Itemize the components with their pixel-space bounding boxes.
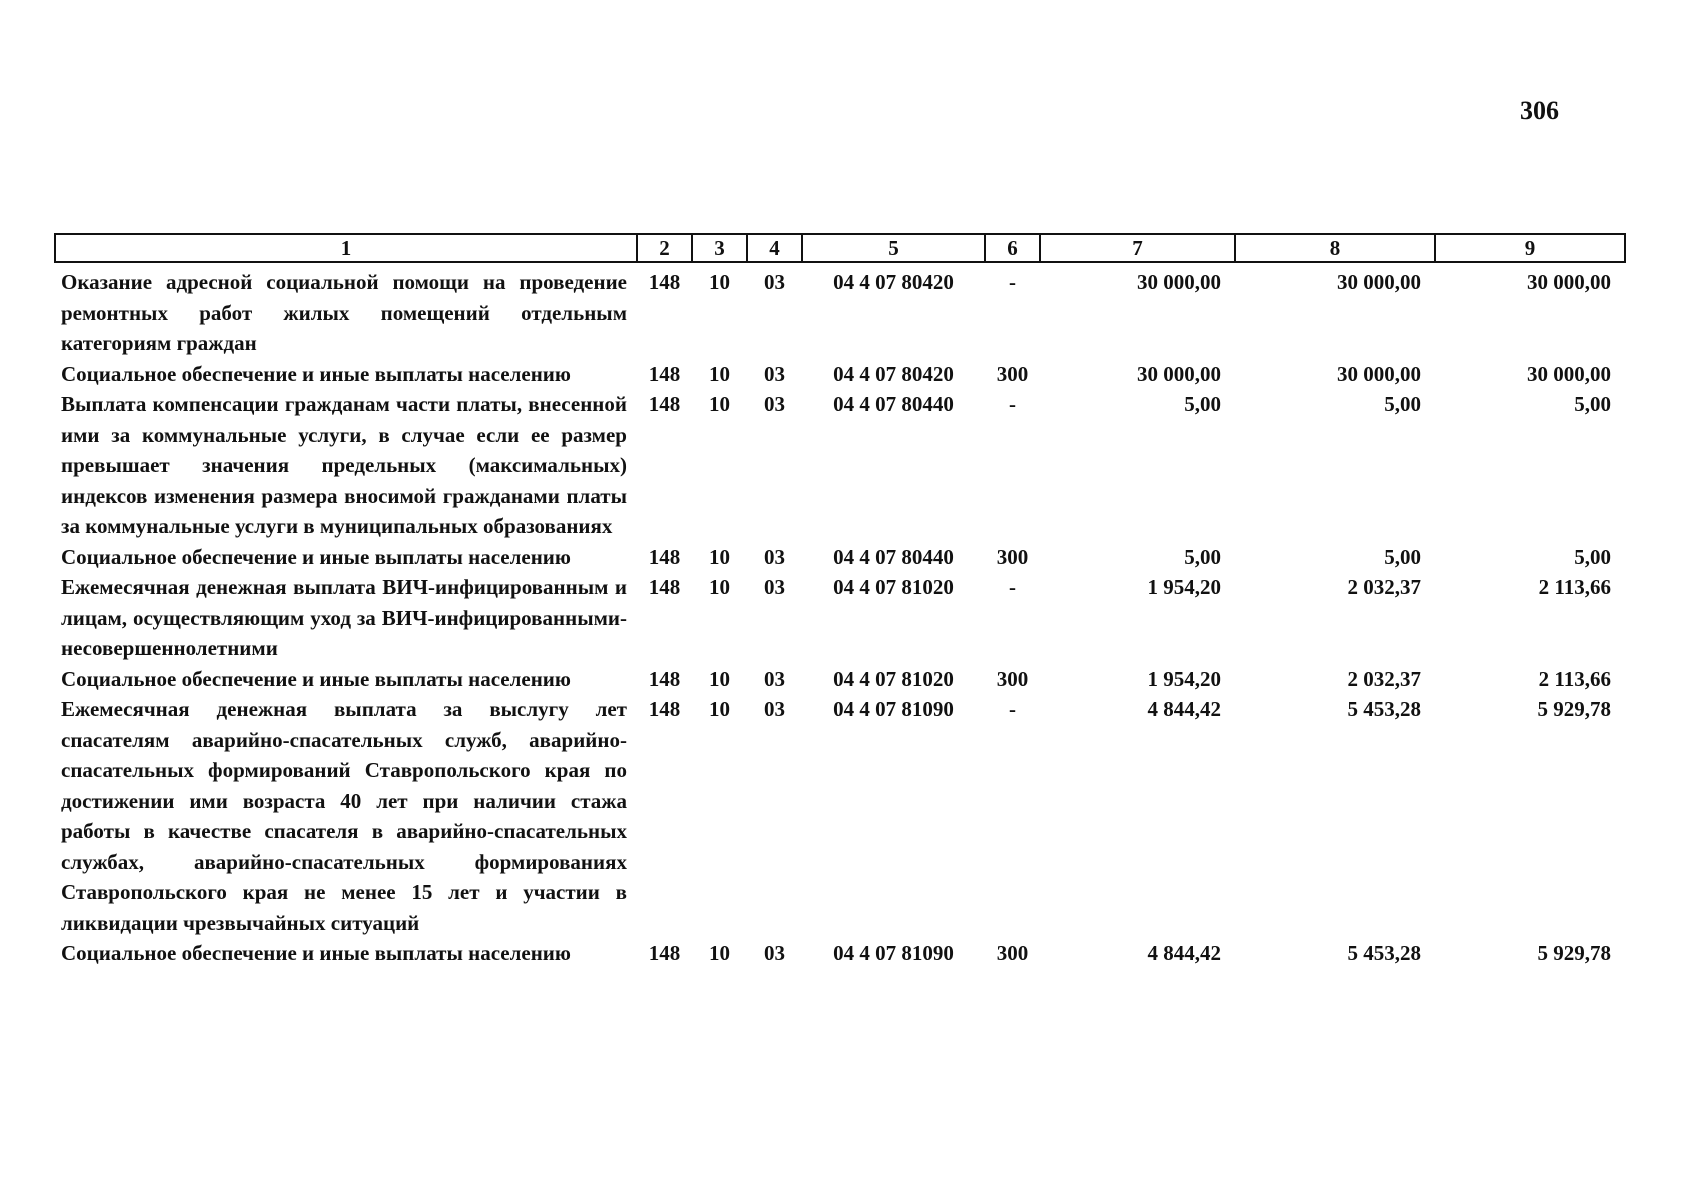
cell-section: 10 <box>709 697 730 721</box>
cell-amount: 5,00 <box>1184 544 1221 569</box>
cell-ministry: 148 <box>648 941 681 965</box>
cell-amount: 4 844,42 <box>1147 941 1221 965</box>
cell-section: 10 <box>709 544 730 569</box>
cell-section: 10 <box>709 361 730 386</box>
cell-target-article: 04 4 07 81020 <box>833 666 954 691</box>
row-name: Ежемесячная денежная выплата за выслугу лет спасателям аварийно-спасательных служб, аварийно-спасательных формирований Ставропольского края по достижении ими возраста 40 лет при наличии стажа работы в качестве спасателя в аварийно-спасательных службах, аварийно-спасательных формированиях Ставропольского края не менее 15 лет и участии в ликвидации чрезвычайных ситуаций <box>61 697 627 935</box>
cell-amount: 2 113,66 <box>1538 666 1611 691</box>
column-header: 2 <box>637 234 692 262</box>
cell-subsection: 03 <box>764 575 785 599</box>
cell-expense-type: - <box>1009 697 1016 721</box>
cell-amount: 5,00 <box>1384 544 1421 569</box>
cell-amount: 30 000,00 <box>1337 270 1421 294</box>
cell-target-article: 04 4 07 81020 <box>833 575 954 599</box>
cell-amount: 2 032,37 <box>1347 666 1421 691</box>
cell-amount: 30 000,00 <box>1527 361 1611 386</box>
cell-amount: 2 032,37 <box>1347 575 1421 599</box>
row-name: Ежемесячная денежная выплата ВИЧ-инфицированным и лицам, осуществляющим уход за ВИЧ-инфицированными-несовершеннолетними <box>61 575 627 660</box>
cell-expense-type: 300 <box>996 361 1029 386</box>
header-row <box>55 234 1625 262</box>
cell-amount: 5 453,28 <box>1347 941 1421 965</box>
cell-amount: 30 000,00 <box>1337 361 1421 386</box>
cell-expense-type: - <box>1009 575 1016 599</box>
cell-ministry: 148 <box>648 270 681 294</box>
page-number: 306 <box>1520 96 1559 125</box>
cell-amount: 5,00 <box>1184 392 1221 416</box>
cell-section: 10 <box>709 941 730 965</box>
cell-expense-type: 300 <box>996 941 1029 965</box>
cell-ministry: 148 <box>648 697 681 721</box>
column-header: 1 <box>55 234 637 262</box>
column-header: 8 <box>1235 234 1435 262</box>
cell-target-article: 04 4 07 80440 <box>833 544 954 569</box>
cell-expense-type: - <box>1009 270 1016 294</box>
cell-subsection: 03 <box>764 361 785 386</box>
column-header: 5 <box>802 234 985 262</box>
cell-target-article: 04 4 07 80420 <box>833 361 954 386</box>
cell-subsection: 03 <box>764 544 785 569</box>
table-row <box>55 694 1625 938</box>
row-name: Выплата компенсации гражданам части платы, внесенной ими за коммунальные услуги, в случае если ее размер превышает значения предельных (максимальных) индексов изменения размера вносимой гражданами платы за коммунальные услуги в муниципальных образованиях <box>61 392 627 538</box>
table-row <box>55 389 1625 542</box>
table-row <box>55 359 1625 390</box>
table-header <box>55 234 1625 262</box>
cell-target-article: 04 4 07 81090 <box>833 941 954 965</box>
row-name: Социальное обеспечение и иные выплаты населению <box>61 941 571 965</box>
cell-ministry: 148 <box>648 361 681 386</box>
row-name: Социальное обеспечение и иные выплаты населению <box>61 361 571 386</box>
cell-amount: 5,00 <box>1574 392 1611 416</box>
table-row <box>55 262 1625 359</box>
row-name: Социальное обеспечение и иные выплаты населению <box>61 544 571 569</box>
cell-amount: 2 113,66 <box>1538 575 1611 599</box>
column-header: 7 <box>1040 234 1235 262</box>
table-row <box>55 938 1625 969</box>
table-body <box>55 262 1625 969</box>
cell-section: 10 <box>709 392 730 416</box>
column-header: 4 <box>747 234 802 262</box>
cell-ministry: 148 <box>648 544 681 569</box>
cell-amount: 30 000,00 <box>1137 361 1221 386</box>
row-name: Социальное обеспечение и иные выплаты населению <box>61 666 571 691</box>
cell-subsection: 03 <box>764 270 785 294</box>
column-header: 3 <box>692 234 747 262</box>
cell-amount: 5 453,28 <box>1347 697 1421 721</box>
cell-ministry: 148 <box>648 392 681 416</box>
cell-subsection: 03 <box>764 941 785 965</box>
cell-expense-type: 300 <box>996 544 1029 569</box>
cell-amount: 5 929,78 <box>1537 697 1611 721</box>
cell-amount: 30 000,00 <box>1527 270 1611 294</box>
cell-amount: 5,00 <box>1574 544 1611 569</box>
cell-ministry: 148 <box>648 666 681 691</box>
cell-section: 10 <box>709 666 730 691</box>
cell-amount: 1 954,20 <box>1147 575 1221 599</box>
cell-amount: 5,00 <box>1384 392 1421 416</box>
cell-target-article: 04 4 07 80440 <box>833 392 954 416</box>
column-header: 6 <box>985 234 1040 262</box>
budget-table <box>54 233 1626 969</box>
column-header: 9 <box>1435 234 1625 262</box>
cell-subsection: 03 <box>764 697 785 721</box>
cell-target-article: 04 4 07 81090 <box>833 697 954 721</box>
cell-subsection: 03 <box>764 666 785 691</box>
cell-amount: 30 000,00 <box>1137 270 1221 294</box>
cell-section: 10 <box>709 270 730 294</box>
cell-target-article: 04 4 07 80420 <box>833 270 954 294</box>
table-row <box>55 664 1625 695</box>
cell-amount: 5 929,78 <box>1537 941 1611 965</box>
cell-amount: 1 954,20 <box>1147 666 1221 691</box>
row-name: Оказание адресной социальной помощи на проведение ремонтных работ жилых помещений отдельным категориям граждан <box>61 270 627 355</box>
cell-section: 10 <box>709 575 730 599</box>
cell-ministry: 148 <box>648 575 681 599</box>
cell-expense-type: 300 <box>996 666 1029 691</box>
cell-subsection: 03 <box>764 392 785 416</box>
table-row <box>55 572 1625 664</box>
table-row <box>55 542 1625 573</box>
cell-amount: 4 844,42 <box>1147 697 1221 721</box>
cell-expense-type: - <box>1009 392 1016 416</box>
